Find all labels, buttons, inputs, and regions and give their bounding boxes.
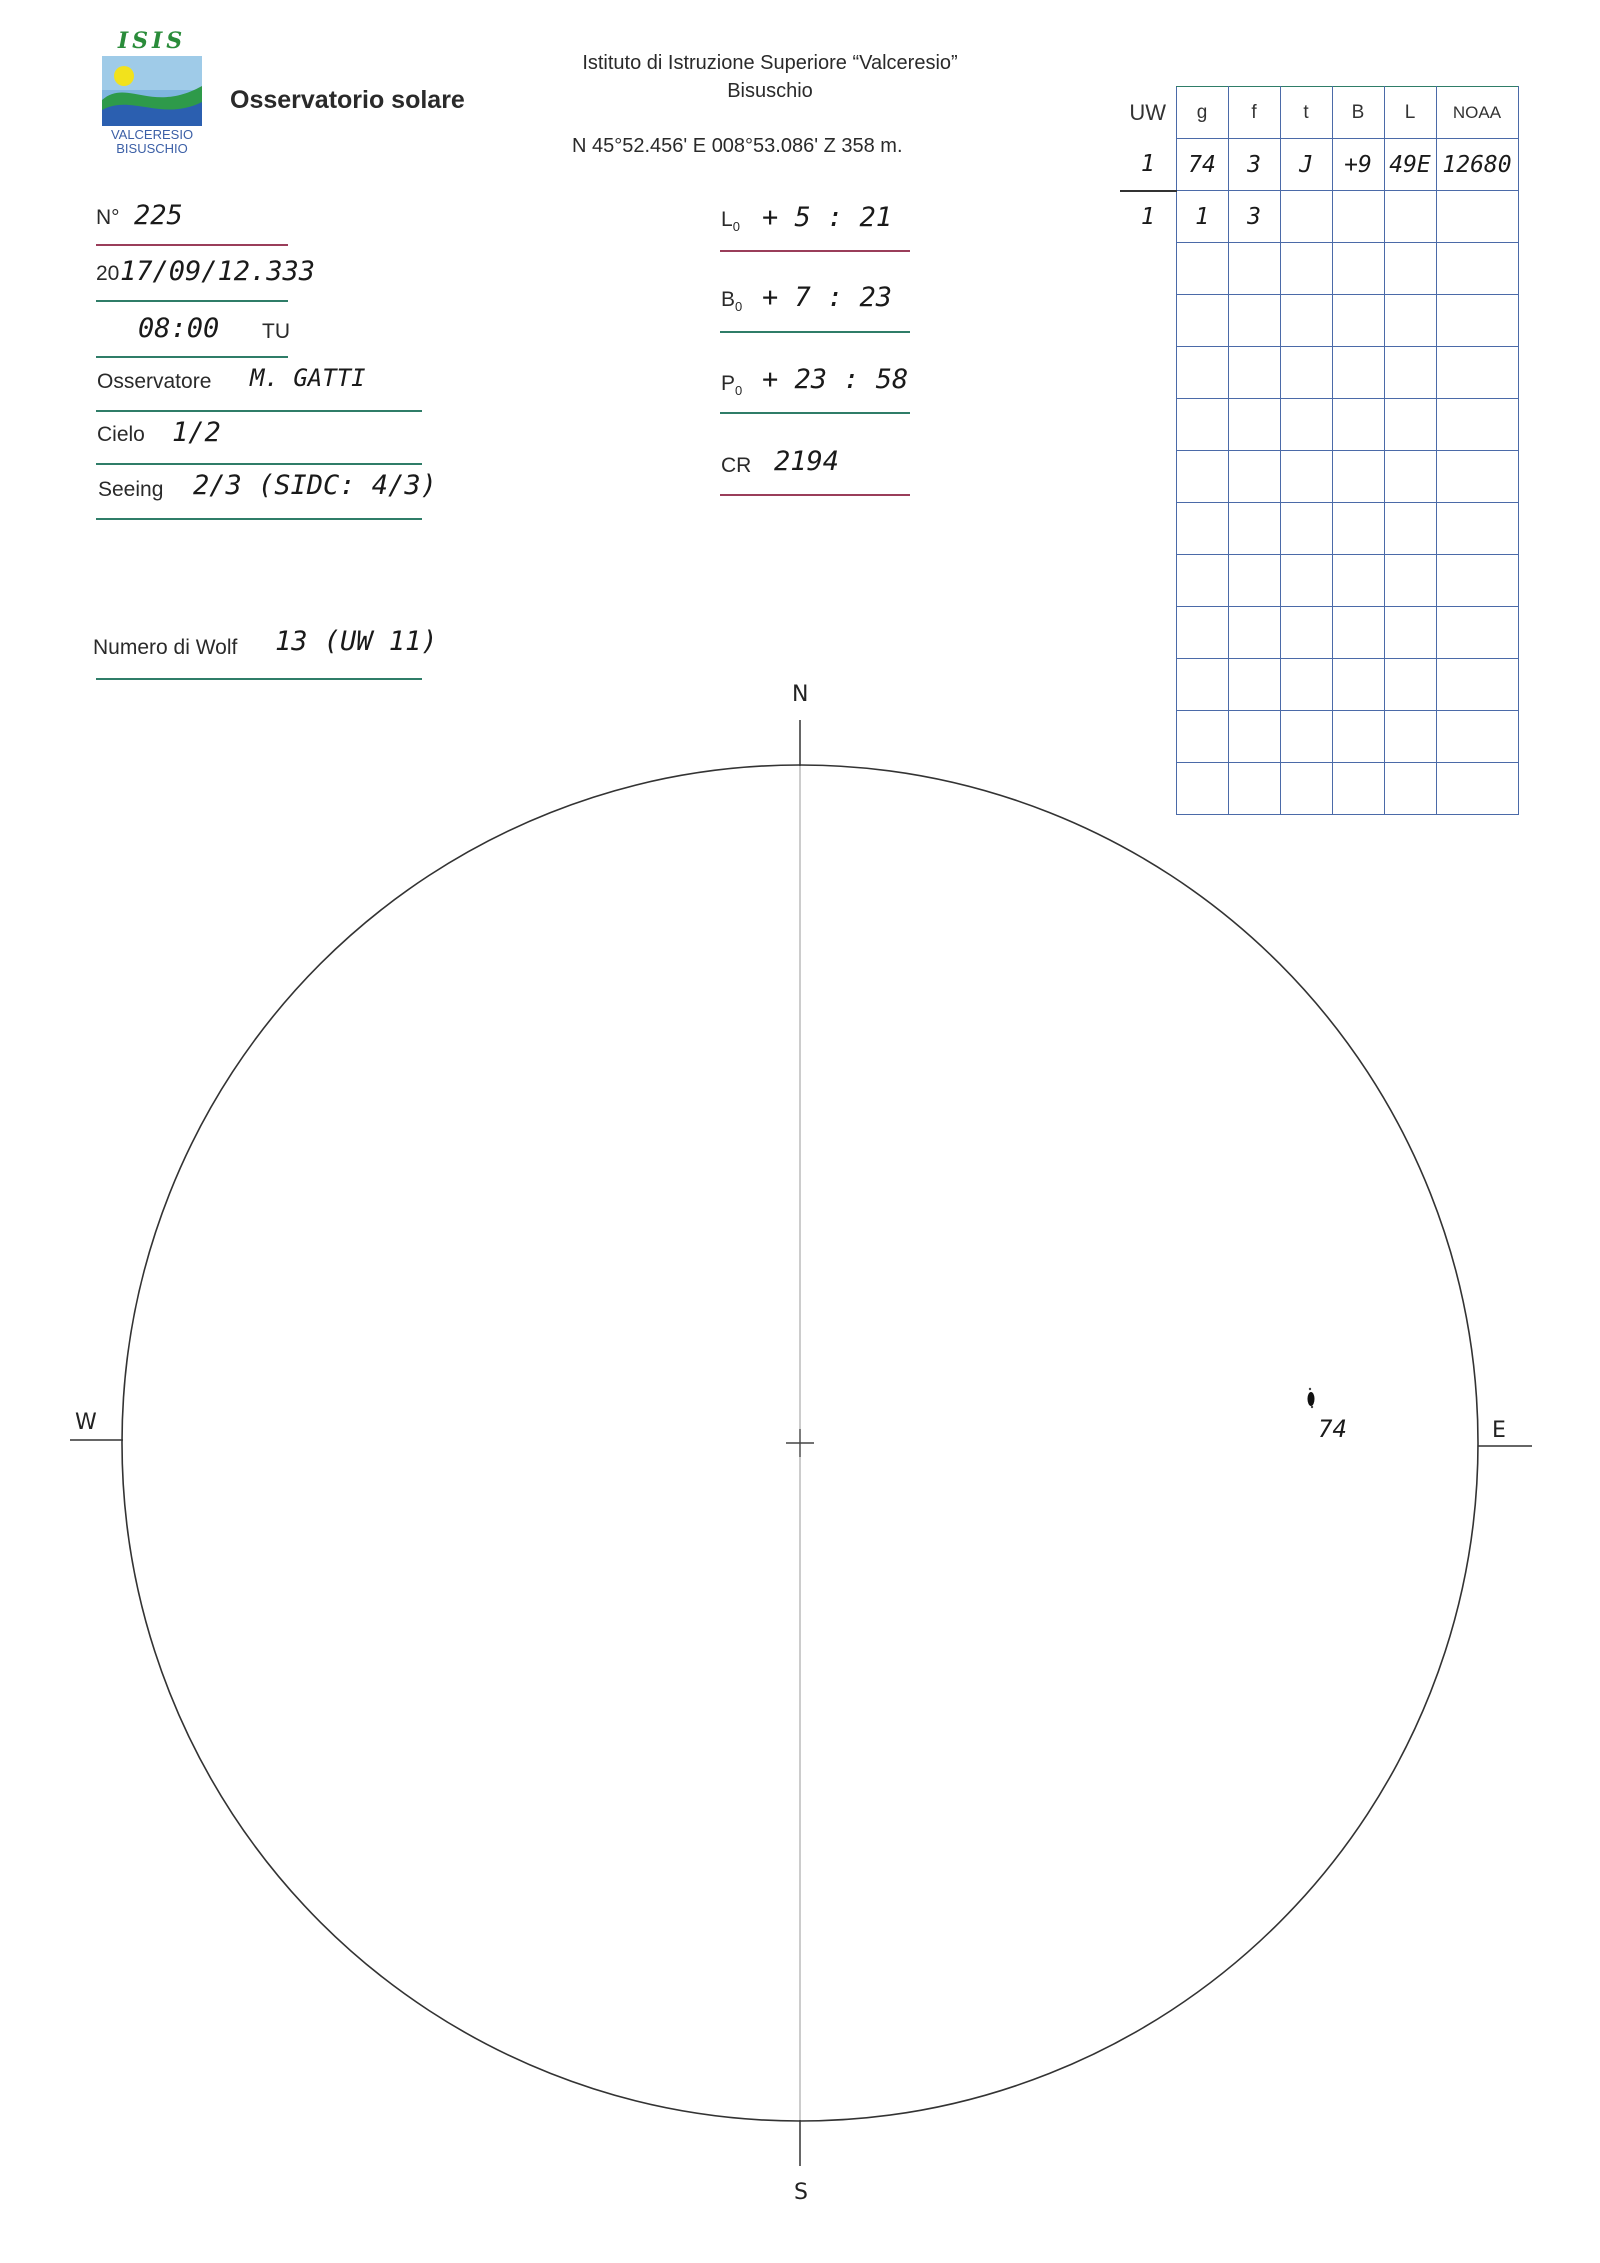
table-cell[interactable] bbox=[1332, 555, 1384, 607]
table-cell[interactable] bbox=[1436, 607, 1518, 659]
l0-value[interactable]: + 5 : 21 bbox=[762, 202, 893, 233]
number-underline bbox=[96, 244, 288, 246]
observatory-coordinates: N 45°52.456' E 008°53.086' Z 358 m. bbox=[572, 135, 903, 157]
observer-underline bbox=[96, 410, 422, 412]
page-title: Osservatorio solare bbox=[230, 86, 465, 114]
table-cell[interactable] bbox=[1332, 451, 1384, 503]
header-t: t bbox=[1280, 87, 1332, 139]
table-cell[interactable] bbox=[1280, 711, 1332, 763]
cell-uw[interactable] bbox=[1120, 347, 1176, 399]
table-row bbox=[1120, 191, 1518, 243]
cr-underline bbox=[720, 494, 910, 496]
header-l: L bbox=[1384, 87, 1436, 139]
table-cell[interactable] bbox=[1436, 347, 1518, 399]
cell-t[interactable] bbox=[1280, 191, 1332, 243]
table-cell[interactable] bbox=[1228, 295, 1280, 347]
table-cell[interactable] bbox=[1436, 503, 1518, 555]
cell-g[interactable]: 74 bbox=[1176, 139, 1228, 191]
cell-uw[interactable]: 1 bbox=[1140, 151, 1155, 177]
b0-label: $B_0$ bbox=[721, 288, 743, 315]
date-prefix: 20 bbox=[96, 262, 120, 285]
institute-town: Bisuschio bbox=[727, 80, 813, 102]
table-cell[interactable] bbox=[1280, 295, 1332, 347]
cell-l[interactable]: 49E bbox=[1384, 139, 1436, 191]
table-cell[interactable] bbox=[1228, 555, 1280, 607]
sunspot-mark bbox=[1309, 1388, 1311, 1390]
table-cell[interactable] bbox=[1176, 659, 1228, 711]
wolf-value[interactable]: 13 (UW 11) bbox=[275, 626, 438, 657]
sky-underline bbox=[96, 463, 422, 465]
table-row bbox=[1120, 399, 1518, 451]
table-cell[interactable] bbox=[1280, 607, 1332, 659]
table-cell[interactable] bbox=[1332, 399, 1384, 451]
table-cell[interactable] bbox=[1436, 659, 1518, 711]
cell-uw[interactable] bbox=[1120, 243, 1176, 295]
logo-landscape-icon bbox=[102, 56, 202, 126]
table-cell[interactable] bbox=[1280, 451, 1332, 503]
cell-noaa[interactable] bbox=[1436, 191, 1518, 243]
table-cell[interactable] bbox=[1176, 347, 1228, 399]
table-cell[interactable] bbox=[1228, 451, 1280, 503]
sky-label: Cielo bbox=[97, 423, 145, 446]
cell-b[interactable]: +9 bbox=[1332, 139, 1384, 191]
seeing-label: Seeing bbox=[98, 478, 164, 501]
time-underline bbox=[96, 356, 288, 358]
cell-t[interactable]: J bbox=[1280, 139, 1332, 191]
table-cell[interactable] bbox=[1176, 711, 1228, 763]
p0-underline bbox=[720, 412, 910, 414]
wolf-label: Numero di Wolf bbox=[93, 636, 238, 659]
table-cell[interactable] bbox=[1228, 347, 1280, 399]
cell-l[interactable] bbox=[1384, 191, 1436, 243]
table-cell[interactable] bbox=[1228, 659, 1280, 711]
table-cell[interactable] bbox=[1228, 243, 1280, 295]
table-cell[interactable] bbox=[1176, 243, 1228, 295]
cell-g[interactable]: 1 bbox=[1176, 191, 1228, 243]
table-cell[interactable] bbox=[1384, 243, 1436, 295]
cell-uw[interactable] bbox=[1120, 555, 1176, 607]
table-row bbox=[1120, 347, 1518, 399]
header-uw: UW bbox=[1129, 99, 1167, 125]
table-cell[interactable] bbox=[1176, 503, 1228, 555]
header-f: f bbox=[1228, 87, 1280, 139]
table-cell[interactable] bbox=[1228, 711, 1280, 763]
table-cell[interactable] bbox=[1176, 399, 1228, 451]
cell-uw[interactable] bbox=[1120, 295, 1176, 347]
number-label: N° bbox=[96, 206, 120, 229]
table-cell[interactable] bbox=[1332, 711, 1384, 763]
table-cell[interactable] bbox=[1176, 763, 1228, 815]
table-cell[interactable] bbox=[1384, 503, 1436, 555]
p0-label: $P_0$ bbox=[721, 372, 743, 399]
cell-uw[interactable] bbox=[1120, 607, 1176, 659]
cell-f[interactable]: 3 bbox=[1228, 139, 1280, 191]
table-cell[interactable] bbox=[1176, 607, 1228, 659]
table-cell[interactable] bbox=[1384, 711, 1436, 763]
l0-label: $L_0$ bbox=[721, 208, 740, 235]
table-cell[interactable] bbox=[1384, 763, 1436, 815]
north-label: N bbox=[792, 682, 809, 707]
table-row bbox=[1120, 711, 1518, 763]
table-cell[interactable] bbox=[1436, 555, 1518, 607]
time-unit: TU bbox=[262, 320, 290, 343]
logo-town-text: VALCERESIO BISUSCHIO bbox=[110, 127, 194, 156]
table-cell[interactable] bbox=[1332, 763, 1384, 815]
table-cell[interactable] bbox=[1176, 451, 1228, 503]
table-cell[interactable] bbox=[1280, 503, 1332, 555]
table-cell[interactable] bbox=[1332, 607, 1384, 659]
cell-uw[interactable] bbox=[1120, 399, 1176, 451]
east-label: E bbox=[1492, 1418, 1506, 1443]
cell-uw[interactable] bbox=[1120, 503, 1176, 555]
cell-uw[interactable]: 1 bbox=[1120, 191, 1176, 243]
table-cell[interactable] bbox=[1436, 763, 1518, 815]
table-cell[interactable] bbox=[1332, 243, 1384, 295]
table-cell[interactable] bbox=[1384, 451, 1436, 503]
cr-value[interactable]: 2194 bbox=[774, 446, 840, 477]
cell-uw[interactable] bbox=[1120, 711, 1176, 763]
table-cell[interactable] bbox=[1280, 347, 1332, 399]
table-cell[interactable] bbox=[1228, 503, 1280, 555]
cell-f[interactable]: 3 bbox=[1228, 191, 1280, 243]
table-row bbox=[1120, 295, 1518, 347]
table-cell[interactable] bbox=[1280, 555, 1332, 607]
table-cell[interactable] bbox=[1332, 295, 1384, 347]
table-row bbox=[1120, 139, 1518, 191]
table-cell[interactable] bbox=[1228, 607, 1280, 659]
table-row bbox=[1120, 451, 1518, 503]
table-cell[interactable] bbox=[1176, 555, 1228, 607]
table-cell[interactable] bbox=[1384, 607, 1436, 659]
sunspot-mark bbox=[1308, 1392, 1315, 1406]
table-cell[interactable] bbox=[1228, 763, 1280, 815]
table-cell[interactable] bbox=[1332, 347, 1384, 399]
time-value[interactable]: 08:00 bbox=[138, 313, 220, 344]
solar-disk-outline bbox=[122, 765, 1478, 2121]
table-cell[interactable] bbox=[1176, 295, 1228, 347]
empty-table-rows bbox=[1120, 243, 1518, 815]
header-b: B bbox=[1332, 87, 1384, 139]
number-value[interactable]: 225 bbox=[134, 200, 183, 231]
seeing-value[interactable]: 2/3 (SIDC: 4/3) bbox=[193, 470, 437, 501]
table-cell[interactable] bbox=[1436, 451, 1518, 503]
b0-value[interactable]: + 7 : 23 bbox=[762, 282, 893, 313]
table-cell[interactable] bbox=[1280, 399, 1332, 451]
sunspot-groups-table bbox=[1120, 86, 1519, 815]
table-cell[interactable] bbox=[1436, 243, 1518, 295]
west-label: W bbox=[75, 1410, 97, 1435]
table-cell[interactable] bbox=[1384, 399, 1436, 451]
b0-underline bbox=[720, 331, 910, 333]
table-cell[interactable] bbox=[1436, 295, 1518, 347]
cell-uw[interactable] bbox=[1120, 763, 1176, 815]
observer-value[interactable]: M. GATTI bbox=[250, 364, 366, 392]
date-underline bbox=[96, 300, 288, 302]
table-cell[interactable] bbox=[1280, 763, 1332, 815]
sunspot-group-label: 74 bbox=[1318, 1415, 1347, 1443]
table-cell[interactable] bbox=[1332, 503, 1384, 555]
table-cell[interactable] bbox=[1384, 347, 1436, 399]
table-cell[interactable] bbox=[1384, 659, 1436, 711]
table-cell[interactable] bbox=[1436, 711, 1518, 763]
table-row bbox=[1120, 763, 1518, 815]
cell-noaa[interactable]: 12680 bbox=[1436, 139, 1518, 191]
cell-uw[interactable] bbox=[1120, 659, 1176, 711]
table-cell[interactable] bbox=[1384, 295, 1436, 347]
table-cell[interactable] bbox=[1384, 555, 1436, 607]
cell-b[interactable] bbox=[1332, 191, 1384, 243]
table-cell[interactable] bbox=[1332, 659, 1384, 711]
cell-uw[interactable] bbox=[1120, 451, 1176, 503]
school-logo bbox=[100, 28, 204, 160]
south-label: S bbox=[794, 2180, 808, 2205]
table-cell[interactable] bbox=[1436, 399, 1518, 451]
date-value[interactable]: 17/09/12.333 bbox=[120, 256, 316, 287]
table-cell[interactable] bbox=[1280, 243, 1332, 295]
table-row bbox=[1120, 243, 1518, 295]
table-cell[interactable] bbox=[1280, 659, 1332, 711]
header-noaa: NOAA bbox=[1436, 87, 1518, 139]
institute-name: Istituto di Istruzione Superiore “Valceresio” bbox=[582, 52, 958, 74]
seeing-underline bbox=[96, 518, 422, 520]
logo-isis-text: ISIS bbox=[117, 28, 187, 54]
table-row bbox=[1120, 659, 1518, 711]
sky-value[interactable]: 1/2 bbox=[172, 417, 221, 448]
table-row bbox=[1120, 607, 1518, 659]
l0-underline bbox=[720, 250, 910, 252]
observer-label: Osservatore bbox=[97, 370, 212, 393]
wolf-underline bbox=[96, 678, 422, 680]
table-cell[interactable] bbox=[1228, 399, 1280, 451]
table-row bbox=[1120, 503, 1518, 555]
cr-label: CR bbox=[721, 454, 752, 477]
sunspot-mark bbox=[1311, 1406, 1313, 1408]
table-row bbox=[1120, 555, 1518, 607]
header-g: g bbox=[1176, 87, 1228, 139]
p0-value[interactable]: + 23 : 58 bbox=[762, 364, 909, 395]
